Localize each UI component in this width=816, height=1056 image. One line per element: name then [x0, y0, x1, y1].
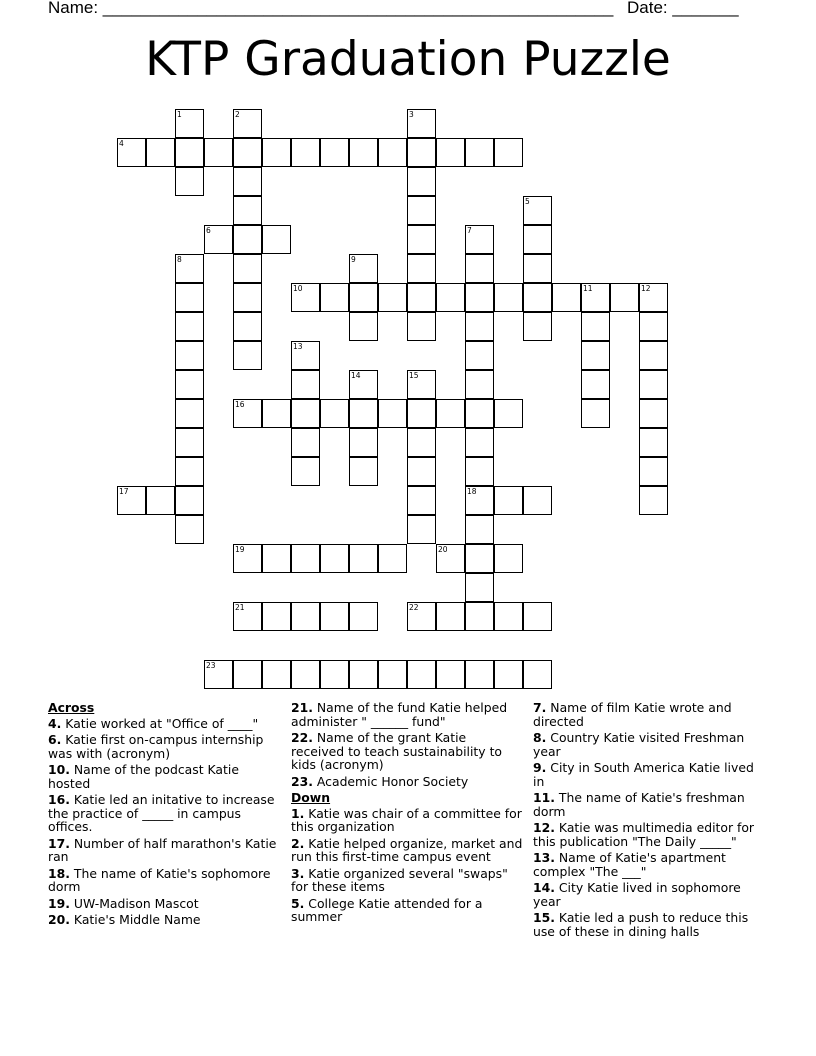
grid-cell: [291, 341, 320, 370]
cell-number: 12: [641, 284, 651, 293]
grid-cell: [146, 138, 175, 167]
grid-cell: [407, 225, 436, 254]
grid-cell: [233, 109, 262, 138]
grid-cell: [349, 602, 378, 631]
grid-cell: [581, 341, 610, 370]
grid-cell: [349, 138, 378, 167]
cell-number: 9: [351, 255, 356, 264]
clue-number: 9.: [533, 760, 547, 775]
grid-cell: [407, 399, 436, 428]
grid-cell: [175, 283, 204, 312]
grid-cell: [262, 399, 291, 428]
cell-number: 2: [235, 110, 240, 119]
grid-cell: [494, 283, 523, 312]
grid-cell: [175, 138, 204, 167]
grid-cell: [175, 457, 204, 486]
grid-cell: [291, 370, 320, 399]
cell-number: 11: [583, 284, 593, 293]
clue-number: 5.: [291, 895, 305, 911]
clue-number: 13.: [533, 850, 555, 865]
clue-text: Academic Honor Society: [316, 773, 469, 789]
grid-cell: [581, 370, 610, 399]
clue-item: [533, 701, 769, 728]
clue-item: [533, 731, 769, 758]
clue-item: [533, 911, 769, 938]
cell-number: 14: [351, 371, 361, 380]
grid-cell: [407, 370, 436, 399]
grid-cell: [291, 283, 320, 312]
grid-cell: [523, 312, 552, 341]
clue-item: [48, 733, 280, 760]
grid-cell: [262, 225, 291, 254]
grid-cell: [291, 428, 320, 457]
cell-number: 13: [293, 342, 303, 351]
cell-number: 21: [235, 603, 245, 612]
grid-cell: [639, 457, 668, 486]
clue-item: [48, 897, 280, 911]
grid-cell: [233, 602, 262, 631]
grid-cell: [233, 341, 262, 370]
clue-number: 6.: [48, 732, 62, 747]
name-field: Name: ______________________________________________________: [48, 0, 614, 17]
clue-column-3: [533, 701, 769, 941]
grid-cell: [465, 428, 494, 457]
grid-cell: [552, 283, 581, 312]
clue-text: Name of the grant Katie received to teach sustainability to kids (acronym): [291, 730, 503, 772]
clue-number: 16.: [48, 792, 70, 807]
grid-cell: [146, 486, 175, 515]
clue-column-1: [48, 701, 280, 930]
clue-text: Katie led a push to reduce this use of these in dining halls: [533, 910, 749, 939]
grid-cell: [436, 544, 465, 573]
grid-cell: [233, 254, 262, 283]
clue-number: 23.: [291, 773, 313, 789]
clue-number: 21.: [291, 700, 313, 715]
grid-cell: [523, 486, 552, 515]
grid-cell: [436, 399, 465, 428]
grid-cell: [175, 486, 204, 515]
grid-cell: [175, 341, 204, 370]
clue-text: The name of Katie's sophomore dorm: [48, 865, 271, 894]
grid-cell: [204, 225, 233, 254]
clue-text: Name of the fund Katie helped administer " ______ fund": [291, 700, 508, 729]
grid-cell: [639, 370, 668, 399]
cell-number: 23: [206, 661, 216, 670]
cell-number: 6: [206, 226, 211, 235]
grid-cell: [204, 660, 233, 689]
grid-cell: [523, 225, 552, 254]
cell-number: 3: [409, 110, 414, 119]
grid-cell: [436, 283, 465, 312]
clue-number: 2.: [291, 835, 305, 851]
clue-number: 20.: [48, 912, 70, 927]
grid-cell: [175, 399, 204, 428]
grid-cell: [233, 225, 262, 254]
clue-item: [291, 775, 523, 789]
grid-cell: [407, 138, 436, 167]
grid-cell: [175, 167, 204, 196]
grid-cell: [117, 138, 146, 167]
grid-cell: [407, 196, 436, 225]
grid-cell: [465, 254, 494, 283]
grid-cell: [436, 602, 465, 631]
clue-text: College Katie attended for a summer: [291, 895, 483, 924]
grid-cell: [291, 544, 320, 573]
grid-cell: [262, 602, 291, 631]
cell-number: 4: [119, 139, 124, 148]
grid-cell: [639, 399, 668, 428]
clue-item: [291, 867, 523, 894]
grid-cell: [465, 341, 494, 370]
grid-cell: [465, 283, 494, 312]
grid-cell: [291, 660, 320, 689]
grid-cell: [407, 109, 436, 138]
clue-item: [533, 821, 769, 848]
clue-text: Katie helped organize, market and run this first-time campus event: [291, 835, 523, 864]
clue-number: 4.: [48, 715, 62, 731]
grid-cell: [465, 602, 494, 631]
grid-cell: [523, 602, 552, 631]
clue-text: Name of film Katie wrote and directed: [533, 700, 732, 729]
grid-cell: [262, 138, 291, 167]
grid-cell: [291, 602, 320, 631]
grid-cell: [349, 312, 378, 341]
grid-cell: [378, 283, 407, 312]
grid-cell: [465, 399, 494, 428]
grid-cell: [639, 283, 668, 312]
grid-cell: [291, 138, 320, 167]
grid-cell: [465, 225, 494, 254]
grid-cell: [465, 573, 494, 602]
clue-item: [291, 837, 523, 864]
grid-cell: [320, 544, 349, 573]
clue-text: UW-Madison Mascot: [73, 895, 199, 911]
grid-cell: [349, 457, 378, 486]
clue-item: [48, 763, 280, 790]
grid-cell: [639, 341, 668, 370]
grid-cell: [581, 399, 610, 428]
cell-number: 16: [235, 400, 245, 409]
grid-cell: [407, 486, 436, 515]
grid-cell: [175, 109, 204, 138]
grid-cell: [378, 660, 407, 689]
grid-cell: [233, 312, 262, 341]
clue-number: 10.: [48, 762, 70, 777]
grid-cell: [349, 370, 378, 399]
clue-number: 8.: [533, 730, 547, 745]
cell-number: 15: [409, 371, 419, 380]
grid-cell: [407, 457, 436, 486]
grid-cell: [175, 515, 204, 544]
grid-cell: [349, 399, 378, 428]
grid-cell: [320, 138, 349, 167]
clue-item: [48, 913, 280, 927]
grid-cell: [262, 544, 291, 573]
clue-item: [291, 807, 523, 834]
clue-text: Katie was multimedia editor for this publication "The Daily _____": [533, 820, 755, 849]
grid-cell: [117, 486, 146, 515]
grid-cell: [233, 660, 262, 689]
clue-number: 1.: [291, 805, 305, 821]
clue-item: [291, 731, 523, 772]
clue-item: [48, 793, 280, 834]
grid-cell: [639, 312, 668, 341]
clue-number: 22.: [291, 730, 313, 745]
grid-cell: [610, 283, 639, 312]
cell-number: 22: [409, 603, 419, 612]
grid-cell: [349, 544, 378, 573]
clue-number: 12.: [533, 820, 555, 835]
grid-cell: [320, 283, 349, 312]
clue-item: [533, 761, 769, 788]
grid-cell: [204, 138, 233, 167]
clue-number: 15.: [533, 910, 555, 925]
clue-item: [291, 897, 523, 924]
grid-cell: [407, 312, 436, 341]
grid-cell: [175, 254, 204, 283]
grid-cell: [465, 138, 494, 167]
cell-number: 20: [438, 545, 448, 554]
grid-cell: [581, 283, 610, 312]
grid-cell: [465, 660, 494, 689]
grid-cell: [175, 312, 204, 341]
grid-cell: [233, 138, 262, 167]
clue-item: [48, 867, 280, 894]
grid-cell: [233, 399, 262, 428]
grid-cell: [494, 544, 523, 573]
grid-cell: [291, 457, 320, 486]
grid-cell: [465, 544, 494, 573]
grid-cell: [407, 602, 436, 631]
grid-cell: [262, 660, 291, 689]
clue-text: Name of Katie's apartment complex "The ___": [533, 850, 726, 879]
grid-cell: [233, 544, 262, 573]
grid-cell: [349, 283, 378, 312]
clue-item: [48, 717, 280, 731]
clue-column-2: [291, 701, 523, 927]
grid-cell: [378, 138, 407, 167]
clue-text: Katie organized several "swaps" for these items: [291, 865, 508, 894]
clue-text: Number of half marathon's Katie ran: [48, 835, 277, 864]
clue-number: 19.: [48, 895, 70, 911]
cell-number: 17: [119, 487, 129, 496]
grid-cell: [349, 428, 378, 457]
grid-cell: [378, 399, 407, 428]
grid-cell: [581, 312, 610, 341]
grid-cell: [320, 602, 349, 631]
grid-cell: [407, 283, 436, 312]
grid-cell: [639, 428, 668, 457]
cell-number: 19: [235, 545, 245, 554]
grid-cell: [233, 196, 262, 225]
grid-cell: [407, 660, 436, 689]
grid-cell: [465, 312, 494, 341]
clue-number: 18.: [48, 865, 70, 881]
clue-item: [533, 791, 769, 818]
grid-cell: [465, 515, 494, 544]
grid-cell: [378, 544, 407, 573]
clue-text: City Katie lived in sophomore year: [533, 880, 741, 909]
cell-number: 7: [467, 226, 472, 235]
grid-cell: [465, 457, 494, 486]
clue-item: [48, 837, 280, 864]
grid-cell: [233, 283, 262, 312]
grid-cell: [494, 138, 523, 167]
grid-cell: [639, 486, 668, 515]
grid-cell: [465, 370, 494, 399]
grid-cell: [175, 428, 204, 457]
clue-text: Katie's Middle Name: [73, 912, 201, 927]
clue-item: [533, 851, 769, 878]
grid-cell: [494, 486, 523, 515]
clue-text: Country Katie visited Freshman year: [533, 730, 745, 759]
grid-cell: [407, 428, 436, 457]
cell-number: 8: [177, 255, 182, 264]
clue-text: Katie worked at "Office of ____": [65, 715, 259, 731]
clue-number: 3.: [291, 865, 305, 881]
date-field: Date: _______: [627, 0, 739, 17]
section-heading: Down: [291, 790, 331, 805]
grid-cell: [349, 254, 378, 283]
grid-cell: [320, 660, 349, 689]
grid-cell: [436, 660, 465, 689]
grid-cell: [523, 196, 552, 225]
page-title: KTP Graduation Puzzle: [145, 32, 671, 87]
clue-text: The name of Katie's freshman dorm: [533, 790, 745, 819]
clue-number: 17.: [48, 835, 70, 851]
cell-number: 1: [177, 110, 182, 119]
clue-number: 11.: [533, 790, 555, 805]
grid-cell: [465, 486, 494, 515]
clue-number: 7.: [533, 700, 547, 715]
clue-text: City in South America Katie lived in: [533, 760, 754, 789]
grid-cell: [494, 399, 523, 428]
clue-text: Katie led an initative to increase the practice of _____ in campus offices.: [48, 792, 275, 834]
grid-cell: [494, 602, 523, 631]
grid-cell: [436, 138, 465, 167]
grid-cell: [523, 254, 552, 283]
grid-cell: [175, 370, 204, 399]
clue-text: Katie was chair of a committee for this organization: [291, 805, 522, 834]
cell-number: 10: [293, 284, 303, 293]
grid-cell: [349, 660, 378, 689]
grid-cell: [523, 660, 552, 689]
grid-cell: [494, 660, 523, 689]
grid-cell: [233, 167, 262, 196]
clue-text: Katie first on-campus internship was with (acronym): [48, 732, 264, 761]
grid-cell: [407, 515, 436, 544]
clue-item: [291, 701, 523, 728]
clue-number: 14.: [533, 880, 555, 895]
clue-item: [533, 881, 769, 908]
grid-cell: [291, 399, 320, 428]
grid-cell: [523, 283, 552, 312]
grid-cell: [407, 254, 436, 283]
grid-cell: [407, 167, 436, 196]
cell-number: 18: [467, 487, 477, 496]
clue-text: Name of the podcast Katie hosted: [48, 762, 239, 791]
section-heading: Across: [48, 700, 95, 715]
cell-number: 5: [525, 197, 530, 206]
grid-cell: [320, 399, 349, 428]
